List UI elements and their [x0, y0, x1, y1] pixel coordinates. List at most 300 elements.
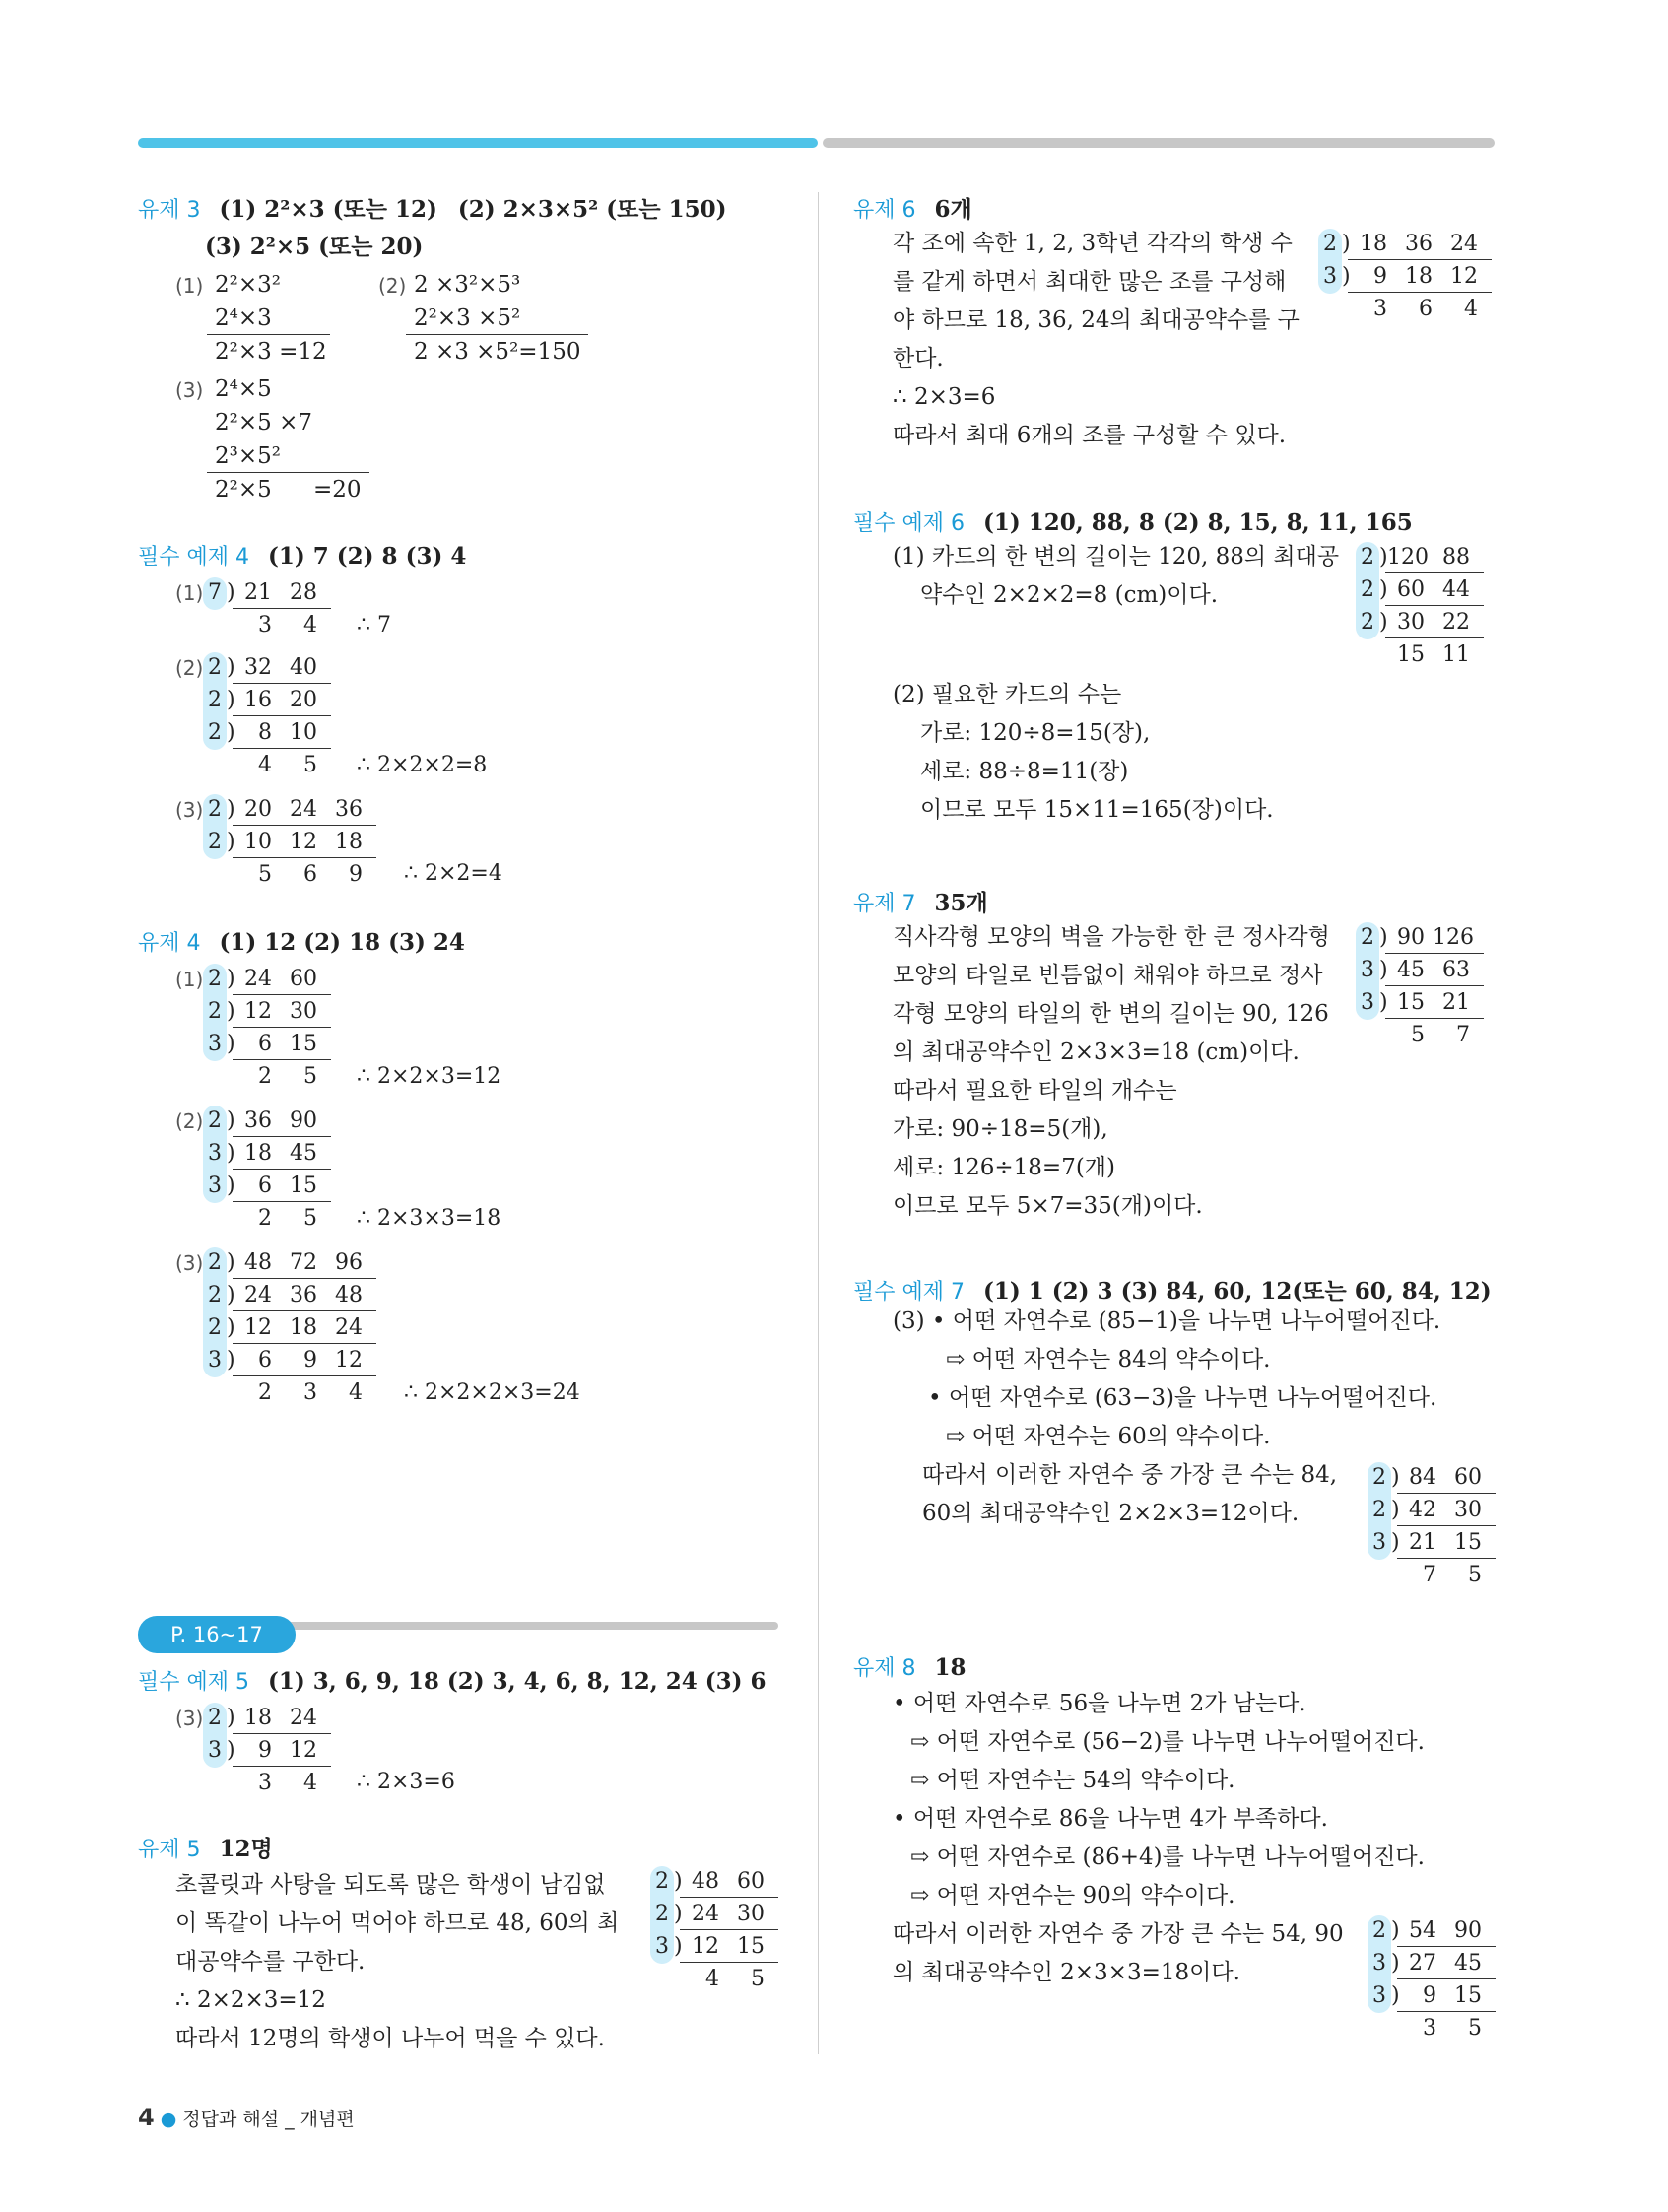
section-divider-bar — [286, 1622, 778, 1630]
ladder-divisor: 3 — [208, 1348, 222, 1373]
ladder-cell: 30 — [1397, 610, 1425, 635]
ladder-bracket: ) — [227, 1738, 235, 1763]
ladder-bracket: ) — [1391, 1465, 1400, 1490]
ladder-rule — [233, 715, 331, 716]
ladder-cell: 88 — [1442, 545, 1470, 570]
ladder-cell: 15 — [1454, 1530, 1482, 1555]
ladder-divisor: 2 — [1361, 925, 1374, 950]
ladder-rule — [1385, 953, 1484, 954]
pilsu6-body-2 — [893, 676, 1274, 830]
pilsu7-body — [893, 1303, 1440, 1533]
yuje3-s3-l3: 2³×5² — [215, 443, 281, 469]
ladder-divisor: 2 — [1372, 1465, 1386, 1490]
yuje6-line: 야 하므로 18, 36, 24의 최대공약수를 구 — [893, 307, 1300, 333]
yuje6-label: 유제 6 — [853, 198, 916, 223]
ladder-cell: 60 — [737, 1869, 765, 1894]
yuje4-p1-conclusion: ∴ 2×2×3=12 — [357, 1064, 501, 1089]
ladder-divisor: 3 — [1372, 1951, 1386, 1976]
yuje4-header — [138, 926, 465, 957]
yuje5-answer: 12명 — [219, 1836, 273, 1862]
yuje3-answer-3: (3) 2²×5 (또는 20) — [205, 234, 424, 260]
ladder-cell: 48 — [335, 1283, 363, 1307]
ladder-rule — [1397, 1946, 1496, 1947]
ladder-divisor: 3 — [655, 1934, 669, 1959]
ladder-divisor: 2 — [208, 688, 222, 712]
ladder-quotient: 4 — [258, 753, 272, 777]
yuje4-p2-num: (2) — [175, 1109, 204, 1133]
yuje3-s1-l3: 2²×3 =12 — [215, 339, 327, 365]
ladder-rule — [1385, 985, 1484, 986]
ladder-rule — [233, 857, 376, 858]
ladder-bracket: ) — [1379, 925, 1388, 950]
ladder-cell: 15 — [737, 1934, 765, 1959]
yuje5-line: 따라서 12명의 학생이 나누어 먹을 수 있다. — [175, 2026, 605, 2051]
ladder-bracket: ) — [227, 655, 235, 680]
ladder-cell: 72 — [290, 1250, 317, 1275]
ladder-cell: 120 — [1387, 545, 1429, 570]
ladder-bracket: ) — [1342, 232, 1351, 256]
ladder-divisor: 3 — [1372, 1530, 1386, 1555]
ladder-cell: 22 — [1442, 610, 1470, 635]
yuje7-line: 가로: 90÷18=5(개), — [893, 1116, 1108, 1142]
ladder-divisor: 3 — [208, 1173, 222, 1198]
ladder-rule — [233, 994, 331, 995]
yuje4-p3-num: (3) — [175, 1251, 204, 1275]
ladder-divisor: 7 — [208, 580, 222, 605]
ladder-cell: 30 — [1454, 1498, 1482, 1522]
ladder-cell: 48 — [692, 1869, 719, 1894]
ladder-bracket: ) — [1379, 610, 1388, 635]
ladder-rule — [233, 683, 331, 684]
yuje7-line: 이므로 모두 5×7=35(개)이다. — [893, 1193, 1203, 1219]
yuje8-header — [853, 1651, 967, 1682]
ladder-rule — [680, 1897, 778, 1898]
yuje7-line: 의 최대공약수인 2×3×3=18 (cm)이다. — [893, 1039, 1300, 1065]
pilsu6-answer: (1) 120, 88, 8 (2) 8, 15, 8, 11, 165 — [983, 509, 1413, 536]
footer-title: 정답과 해설 _ 개념편 — [182, 2109, 355, 2130]
yuje6-body — [893, 225, 1300, 455]
yuje3-answer-2: (2) 2×3×5² (또는 150) — [457, 196, 727, 223]
header-bar-left — [138, 138, 818, 148]
ladder-divisor: 3 — [208, 1141, 222, 1166]
pilsu6-line: 약수인 2×2×2=8 (cm)이다. — [920, 582, 1219, 608]
pilsu6-line: (1) 카드의 한 변의 길이는 120, 88의 최대공 — [893, 544, 1340, 570]
yuje3-s2-num: (2) — [378, 274, 407, 298]
ladder-bracket: ) — [1342, 264, 1351, 289]
pilsu7-line: 따라서 이러한 자연수 중 가장 큰 수는 84, — [922, 1462, 1338, 1488]
ladder-bracket: ) — [227, 830, 235, 854]
yuje7-line: 따라서 필요한 타일의 개수는 — [893, 1078, 1177, 1104]
yuje4-answer: (1) 12 (2) 18 (3) 24 — [219, 929, 465, 956]
ladder-divisor: 2 — [208, 797, 222, 822]
yuje7-line: 직사각형 모양의 벽을 가능한 한 큰 정사각형 — [893, 924, 1330, 950]
ladder-divisor: 2 — [208, 967, 222, 991]
ladder-cell: 12 — [1450, 264, 1478, 289]
ladder-divisor: 2 — [208, 1315, 222, 1340]
yuje3-s3-l1: 2⁴×5 — [215, 376, 272, 402]
yuje3-s1-num: (1) — [175, 274, 204, 298]
ladder-quotient: 5 — [1468, 2016, 1482, 2041]
yuje3-s3-l5: =20 — [313, 477, 362, 503]
column-divider — [818, 192, 819, 2054]
pilsu4-p2-num: (2) — [175, 656, 204, 680]
ladder-divisor: 2 — [1361, 577, 1374, 602]
ladder-quotient: 11 — [1442, 642, 1470, 667]
ladder-cell: 90 — [1397, 925, 1425, 950]
ladder-quotient: 3 — [1373, 297, 1387, 321]
ladder-cell: 16 — [244, 688, 272, 712]
pilsu4-label: 필수 예제 4 — [138, 545, 249, 570]
ladder-cell: 12 — [335, 1348, 363, 1373]
yuje3-s1-l1: 2²×3² — [215, 272, 281, 298]
yuje8-line: • 어떤 자연수로 56을 나누면 2가 남는다. — [893, 1691, 1306, 1716]
ladder-rule — [233, 608, 331, 609]
ladder-rule — [1397, 1558, 1496, 1559]
ladder-cell: 15 — [1397, 990, 1425, 1015]
pilsu4-header — [138, 540, 466, 570]
ladder-rule — [233, 1310, 376, 1311]
pilsu4-p3-num: (3) — [175, 798, 204, 822]
ladder-divisor: 2 — [208, 1250, 222, 1275]
ladder-divisor: 2 — [1323, 232, 1337, 256]
ladder-rule — [233, 1169, 331, 1170]
yuje8-line: ⇨ 어떤 자연수는 90의 약수이다. — [910, 1883, 1235, 1909]
ladder-bracket: ) — [227, 1032, 235, 1056]
ladder-quotient: 3 — [258, 613, 272, 637]
yuje4-p1-num: (1) — [175, 968, 204, 991]
ladder-rule — [233, 1201, 331, 1202]
ladder-bracket: ) — [1391, 1530, 1400, 1555]
ladder-quotient: 7 — [1423, 1563, 1436, 1587]
ladder-cell: 36 — [335, 797, 363, 822]
ladder-cell: 24 — [290, 1706, 317, 1730]
ladder-bracket: ) — [227, 797, 235, 822]
pilsu4-p2-conclusion: ∴ 2×2×2=8 — [357, 753, 488, 777]
ladder-bracket: ) — [1391, 1951, 1400, 1976]
ladder-divisor: 2 — [1361, 545, 1374, 570]
ladder-rule — [233, 1343, 376, 1344]
ladder-bracket: ) — [1391, 1918, 1400, 1943]
yuje6-line: 각 조에 속한 1, 2, 3학년 각각의 학생 수 — [893, 231, 1293, 256]
pilsu7-line: ⇨ 어떤 자연수는 84의 약수이다. — [946, 1347, 1271, 1373]
yuje3-s3-rule — [207, 472, 369, 473]
ladder-rule — [1385, 1018, 1484, 1019]
ladder-bracket: ) — [227, 1283, 235, 1307]
ladder-divisor: 2 — [1372, 1498, 1386, 1522]
yuje3-s2-l2: 2²×3 ×5² — [414, 305, 521, 331]
ladder-bracket: ) — [227, 1250, 235, 1275]
ladder-cell: 9 — [303, 1348, 317, 1373]
ladder-bracket: ) — [227, 688, 235, 712]
ladder-cell: 48 — [244, 1250, 272, 1275]
yuje6-line: 한다. — [893, 346, 944, 371]
ladder-cell: 10 — [290, 720, 317, 745]
ladder-quotient: 5 — [303, 1064, 317, 1089]
ladder-cell: 24 — [335, 1315, 363, 1340]
ladder-bracket: ) — [674, 1869, 683, 1894]
ladder-divisor: 2 — [208, 1706, 222, 1730]
ladder-rule — [1348, 292, 1492, 293]
ladder-cell: 21 — [1442, 990, 1470, 1015]
yuje4-p3-conclusion: ∴ 2×2×2×3=24 — [404, 1380, 580, 1405]
pilsu5-p3-num: (3) — [175, 1707, 204, 1730]
ladder-quotient: 3 — [258, 1771, 272, 1795]
ladder-cell: 32 — [244, 655, 272, 680]
ladder-cell: 12 — [290, 830, 317, 854]
pilsu4-p1-conclusion: ∴ 7 — [357, 613, 391, 637]
ladder-quotient: 5 — [258, 862, 272, 887]
ladder-cell: 45 — [1454, 1951, 1482, 1976]
yuje4-p2-conclusion: ∴ 2×3×3=18 — [357, 1206, 501, 1231]
ladder-cell: 27 — [1409, 1951, 1436, 1976]
yuje8-line: 의 최대공약수인 2×3×3=18이다. — [893, 1960, 1240, 1985]
ladder-bracket: ) — [227, 580, 235, 605]
yuje6-header — [853, 191, 972, 224]
yuje7-header — [853, 885, 988, 917]
yuje6-line: ∴ 2×3=6 — [893, 384, 996, 410]
ladder-rule — [233, 748, 331, 749]
ladder-divisor: 3 — [208, 1738, 222, 1763]
ladder-bracket: ) — [227, 1108, 235, 1133]
pilsu5-label: 필수 예제 5 — [138, 1670, 249, 1695]
ladder-rule — [1397, 1493, 1496, 1494]
pilsu4-answer: (1) 7 (2) 8 (3) 4 — [268, 543, 467, 570]
pilsu7-line: (3) • 어떤 자연수로 (85−1)을 나누면 나누어떨어진다. — [893, 1308, 1441, 1334]
pilsu4-p1-num: (1) — [175, 581, 204, 605]
yuje3-answer-1: (1) 2²×3 (또는 12) — [219, 196, 437, 223]
pilsu5-p3-conclusion: ∴ 2×3=6 — [357, 1770, 455, 1794]
ladder-bracket: ) — [674, 1902, 683, 1926]
ladder-cell: 15 — [290, 1173, 317, 1198]
yuje8-line: ⇨ 어떤 자연수로 (56−2)를 나누면 나누어떨어진다. — [910, 1729, 1425, 1755]
ladder-divisor: 2 — [655, 1869, 669, 1894]
ladder-quotient: 3 — [1423, 2016, 1436, 2041]
ladder-cell: 126 — [1433, 925, 1474, 950]
yuje3-label: 유제 3 — [138, 198, 201, 223]
pilsu4-p3-conclusion: ∴ 2×2=4 — [404, 861, 502, 886]
yuje6-answer: 6개 — [934, 196, 972, 223]
ladder-divisor: 2 — [208, 999, 222, 1024]
ladder-rule — [1385, 572, 1484, 573]
ladder-divisor: 2 — [208, 1108, 222, 1133]
ladder-rule — [1397, 1525, 1496, 1526]
ladder-cell: 60 — [290, 967, 317, 991]
ladder-rule — [233, 1027, 331, 1028]
ladder-cell: 44 — [1442, 577, 1470, 602]
ladder-cell: 45 — [290, 1141, 317, 1166]
yuje7-answer: 35개 — [934, 890, 988, 916]
ladder-cell: 18 — [1405, 264, 1433, 289]
ladder-quotient: 15 — [1397, 642, 1425, 667]
ladder-divisor: 3 — [1361, 958, 1374, 982]
ladder-cell: 9 — [1373, 264, 1387, 289]
ladder-divisor: 3 — [1372, 1983, 1386, 2008]
ladder-quotient: 4 — [1464, 297, 1478, 321]
ladder-rule — [1348, 259, 1492, 260]
ladder-cell: 6 — [258, 1348, 272, 1373]
ladder-quotient: 4 — [303, 1771, 317, 1795]
yuje8-body — [893, 1685, 1425, 1992]
ladder-cell: 36 — [1405, 232, 1433, 256]
ladder-cell: 30 — [737, 1902, 765, 1926]
ladder-cell: 18 — [1360, 232, 1387, 256]
ladder-cell: 21 — [244, 580, 272, 605]
ladder-cell: 20 — [244, 797, 272, 822]
yuje8-line: ⇨ 어떤 자연수로 (86+4)를 나누면 나누어떨어진다. — [910, 1844, 1425, 1870]
yuje7-body — [893, 918, 1330, 1226]
yuje6-line: 따라서 최대 6개의 조를 구성할 수 있다. — [893, 423, 1287, 448]
ladder-quotient: 5 — [303, 1206, 317, 1231]
header-bar-right — [823, 138, 1495, 148]
yuje6-line: 를 같게 하면서 최대한 많은 조를 구성해 — [893, 269, 1287, 295]
pilsu7-header — [853, 1273, 1492, 1306]
yuje8-line: • 어떤 자연수로 86을 나누면 4가 부족하다. — [893, 1806, 1328, 1832]
yuje5-header — [138, 1831, 273, 1863]
page-range-tag: P. 16~17 — [138, 1616, 296, 1653]
ladder-cell: 63 — [1442, 958, 1470, 982]
ladder-cell: 24 — [244, 1283, 272, 1307]
ladder-quotient: 4 — [303, 613, 317, 637]
ladder-bracket: ) — [1379, 990, 1388, 1015]
ladder-cell: 15 — [290, 1032, 317, 1056]
ladder-cell: 28 — [290, 580, 317, 605]
ladder-quotient: 2 — [258, 1206, 272, 1231]
ladder-divisor: 3 — [1361, 990, 1374, 1015]
ladder-cell: 12 — [290, 1738, 317, 1763]
ladder-bracket: ) — [227, 720, 235, 745]
yuje5-line: 초콜릿과 사탕을 되도록 많은 학생이 남김없 — [175, 1872, 606, 1898]
ladder-rule — [233, 1136, 331, 1137]
ladder-quotient: 4 — [705, 1967, 719, 1991]
ladder-cell: 9 — [1423, 1983, 1436, 2008]
ladder-divisor: 2 — [208, 655, 222, 680]
footer-dot-icon: ● — [160, 2109, 177, 2130]
yuje3-header-2 — [205, 229, 423, 261]
ladder-quotient: 7 — [1456, 1023, 1470, 1047]
yuje8-line: ⇨ 어떤 자연수는 54의 약수이다. — [910, 1768, 1235, 1793]
yuje8-line: 따라서 이러한 자연수 중 가장 큰 수는 54, 90 — [893, 1921, 1344, 1947]
ladder-cell: 8 — [258, 720, 272, 745]
ladder-cell: 12 — [692, 1934, 719, 1959]
ladder-quotient: 4 — [349, 1380, 363, 1405]
ladder-divisor: 2 — [655, 1902, 669, 1926]
ladder-quotient: 5 — [1468, 1563, 1482, 1587]
ladder-divisor: 3 — [208, 1032, 222, 1056]
ladder-cell: 30 — [290, 999, 317, 1024]
ladder-rule — [1397, 2011, 1496, 2012]
ladder-cell: 60 — [1397, 577, 1425, 602]
ladder-rule — [680, 1962, 778, 1963]
ladder-quotient: 2 — [258, 1380, 272, 1405]
ladder-quotient: 5 — [303, 753, 317, 777]
ladder-divisor: 2 — [1361, 610, 1374, 635]
ladder-bracket: ) — [227, 1348, 235, 1373]
ladder-divisor: 2 — [208, 720, 222, 745]
yuje7-line: 세로: 126÷18=7(개) — [893, 1155, 1116, 1180]
ladder-cell: 6 — [258, 1173, 272, 1198]
ladder-bracket: ) — [227, 1706, 235, 1730]
ladder-cell: 18 — [290, 1315, 317, 1340]
ladder-cell: 54 — [1409, 1918, 1436, 1943]
yuje7-line: 모양의 타일로 빈틈없이 채워야 하므로 정사 — [893, 963, 1323, 988]
ladder-cell: 18 — [244, 1141, 272, 1166]
ladder-quotient: 6 — [1419, 297, 1433, 321]
yuje3-s2-rule — [406, 334, 588, 335]
yuje3-header — [138, 191, 726, 224]
ladder-cell: 18 — [335, 830, 363, 854]
ladder-cell: 84 — [1409, 1465, 1436, 1490]
yuje3-s3-num: (3) — [175, 378, 204, 402]
ladder-bracket: ) — [1379, 545, 1388, 570]
pilsu7-line: • 어떤 자연수로 (63−3)을 나누면 나누어떨어진다. — [928, 1385, 1437, 1411]
pilsu5-header — [138, 1665, 767, 1696]
ladder-bracket: ) — [1391, 1983, 1400, 2008]
yuje7-line: 각형 모양의 타일의 한 변의 길이는 90, 126 — [893, 1001, 1329, 1027]
yuje5-line: 이 똑같이 나누어 먹어야 하므로 48, 60의 최 — [175, 1910, 620, 1936]
ladder-bracket: ) — [227, 1141, 235, 1166]
ladder-cell: 36 — [244, 1108, 272, 1133]
yuje3-s2-l3: 2 ×3 ×5²=150 — [414, 339, 581, 365]
pilsu6-line: (2) 필요한 카드의 수는 — [893, 682, 1122, 707]
yuje5-label: 유제 5 — [138, 1838, 201, 1862]
ladder-rule — [233, 1766, 331, 1767]
yuje3-s3-l2: 2²×5 ×7 — [215, 410, 312, 436]
ladder-quotient: 9 — [349, 862, 363, 887]
ladder-bracket: ) — [1391, 1498, 1400, 1522]
pilsu6-header — [853, 506, 1413, 537]
ladder-rule — [680, 1929, 778, 1930]
yuje8-label: 유제 8 — [853, 1656, 916, 1681]
ladder-cell: 18 — [244, 1706, 272, 1730]
ladder-quotient: 5 — [1411, 1023, 1425, 1047]
yuje7-label: 유제 7 — [853, 892, 916, 916]
ladder-cell: 20 — [290, 688, 317, 712]
pilsu6-line: 세로: 88÷8=11(장) — [920, 759, 1129, 784]
ladder-cell: 45 — [1397, 958, 1425, 982]
ladder-quotient: 5 — [751, 1967, 765, 1991]
ladder-divisor: 2 — [208, 1283, 222, 1307]
ladder-cell: 12 — [244, 999, 272, 1024]
ladder-cell: 90 — [290, 1108, 317, 1133]
yuje3-s2-l1: 2 ×3²×5³ — [414, 272, 521, 298]
pilsu6-label: 필수 예제 6 — [853, 511, 965, 536]
ladder-rule — [233, 1733, 331, 1734]
ladder-bracket: ) — [1379, 577, 1388, 602]
ladder-cell: 24 — [1450, 232, 1478, 256]
ladder-divisor: 2 — [1372, 1918, 1386, 1943]
ladder-cell: 6 — [258, 1032, 272, 1056]
ladder-cell: 42 — [1409, 1498, 1436, 1522]
ladder-cell: 36 — [290, 1283, 317, 1307]
yuje5-line: 대공약수를 구한다. — [175, 1949, 366, 1975]
ladder-quotient: 2 — [258, 1064, 272, 1089]
ladder-cell: 60 — [1454, 1465, 1482, 1490]
ladder-rule — [233, 1278, 376, 1279]
ladder-cell: 24 — [290, 797, 317, 822]
ladder-cell: 96 — [335, 1250, 363, 1275]
ladder-rule — [233, 825, 376, 826]
pilsu6-body-1 — [893, 538, 1339, 615]
ladder-rule — [1397, 1978, 1496, 1979]
yuje4-label: 유제 4 — [138, 931, 201, 956]
ladder-bracket: ) — [227, 967, 235, 991]
page-number: 4 — [138, 2104, 155, 2131]
pilsu5-answer: (1) 3, 6, 9, 18 (2) 3, 4, 6, 8, 12, 24 (3) 6 — [268, 1668, 767, 1695]
ladder-bracket: ) — [227, 999, 235, 1024]
ladder-cell: 90 — [1454, 1918, 1482, 1943]
yuje5-line: ∴ 2×2×3=12 — [175, 1987, 326, 2013]
pilsu6-line: 가로: 120÷8=15(장), — [920, 720, 1151, 746]
